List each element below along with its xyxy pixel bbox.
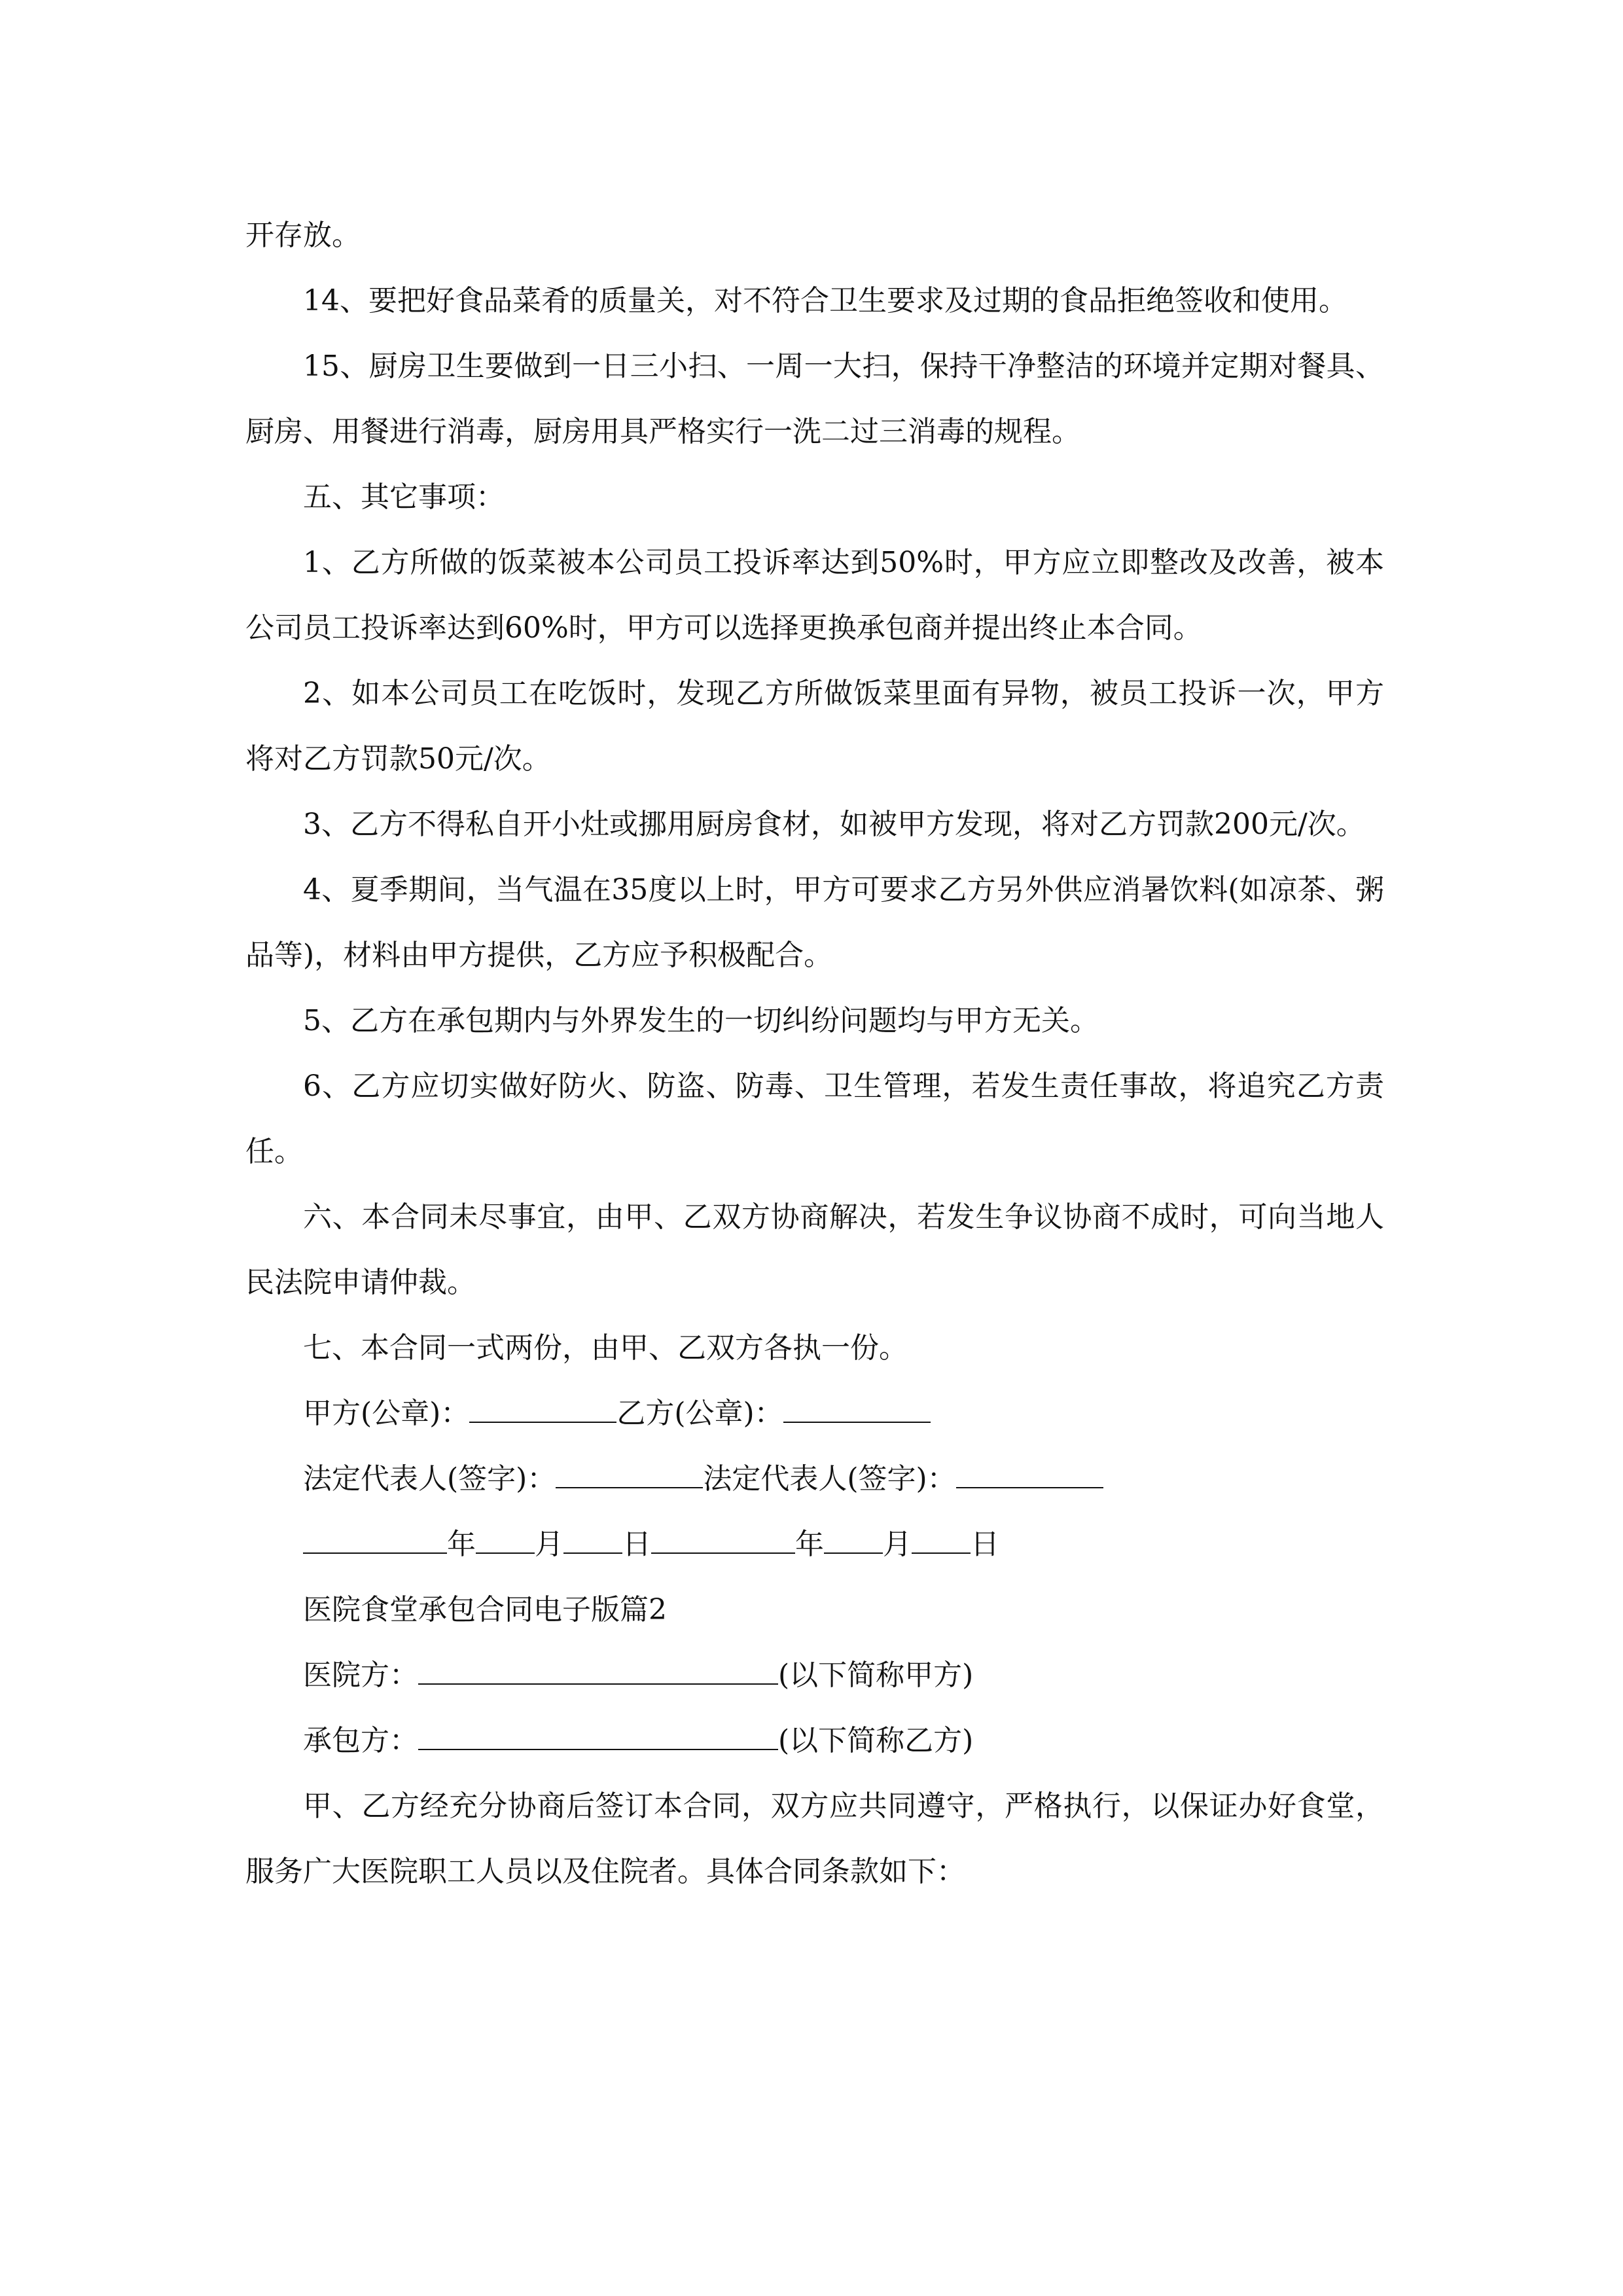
hospital-suffix: (以下简称甲方)	[778, 1659, 974, 1692]
date-b-month-label: 月	[883, 1528, 912, 1561]
hospital-label: 医院方：	[303, 1659, 418, 1692]
party-a-seal-blank[interactable]	[469, 1402, 616, 1423]
legal-rep-a-blank[interactable]	[556, 1467, 703, 1488]
section-title: 医院食堂承包合同电子版篇2	[303, 1593, 667, 1626]
contractor-blank[interactable]	[418, 1729, 778, 1750]
date-a-day-label: 日	[622, 1528, 651, 1561]
hospital-blank[interactable]	[418, 1664, 778, 1685]
section-heading-other-matters: 五、其它事项：	[303, 480, 505, 514]
date-b-month-blank[interactable]	[824, 1533, 883, 1554]
paragraph-clause-14: 14、要把好食品菜肴的质量关，对不符合卫生要求及过期的食品拒绝签收和使用。	[303, 284, 1347, 317]
paragraph-section-7: 七、本合同一式两份，由甲、乙双方各执一份。	[303, 1331, 908, 1365]
contract-intro: 甲、乙方经充分协商后签订本合同，双方应共同遵守，严格执行，以保证办好食堂，服务广大医院职工人员以及住院者。具体合同条款如下：	[245, 1789, 1384, 1888]
date-line	[245, 1512, 1384, 1577]
hospital-party-line	[245, 1643, 1384, 1708]
date-b-day-blank[interactable]	[912, 1533, 971, 1554]
date-b-day-label: 日	[971, 1528, 999, 1561]
paragraph-clause-15: 15、厨房卫生要做到一日三小扫、一周一大扫，保持干净整洁的环境并定期对餐具、厨房、用餐进行消毒，厨房用具严格实行一洗二过三消毒的规程。	[245, 350, 1384, 448]
date-a-month-label: 月	[535, 1528, 563, 1561]
date-a-year-label: 年	[447, 1528, 476, 1561]
document-body	[245, 203, 1384, 1905]
paragraph-other-2: 2、如本公司员工在吃饭时，发现乙方所做饭菜里面有异物，被员工投诉一次，甲方将对乙方罚款50元/次。	[245, 677, 1384, 776]
contractor-label: 承包方：	[303, 1724, 418, 1757]
paragraph-continuation: 开存放。	[245, 219, 361, 252]
date-a-year-blank[interactable]	[303, 1533, 447, 1554]
paragraph-other-6: 6、乙方应切实做好防火、防盗、防毒、卫生管理，若发生责任事故，将追究乙方责任。	[245, 1069, 1384, 1168]
legal-rep-b-label: 法定代表人(签字)：	[703, 1462, 956, 1496]
party-b-seal-label: 乙方(公章)：	[616, 1397, 783, 1430]
contractor-suffix: (以下简称乙方)	[778, 1724, 974, 1757]
date-a-month-blank[interactable]	[476, 1533, 535, 1554]
contractor-party-line	[245, 1708, 1384, 1774]
legal-rep-b-blank[interactable]	[956, 1467, 1103, 1488]
paragraph-other-5: 5、乙方在承包期内与外界发生的一切纠纷问题均与甲方无关。	[303, 1004, 1099, 1037]
paragraph-other-4: 4、夏季期间，当气温在35度以上时，甲方可要求乙方另外供应消暑饮料(如凉茶、粥品等)，材料由甲方提供，乙方应予积极配合。	[245, 873, 1384, 972]
paragraph-other-3: 3、乙方不得私自开小灶或挪用厨房食材，如被甲方发现，将对乙方罚款200元/次。	[303, 808, 1365, 841]
legal-rep-a-label: 法定代表人(签字)：	[303, 1462, 556, 1496]
legal-rep-line	[245, 1446, 1384, 1512]
date-a-day-blank[interactable]	[563, 1533, 622, 1554]
party-b-seal-blank[interactable]	[783, 1402, 931, 1423]
paragraph-other-1: 1、乙方所做的饭菜被本公司员工投诉率达到50%时，甲方应立即整改及改善，被本公司员工投诉率达到60%时，甲方可以选择更换承包商并提出终止本合同。	[245, 546, 1384, 645]
date-b-year-blank[interactable]	[651, 1533, 795, 1554]
seal-line	[245, 1381, 1384, 1446]
party-a-seal-label: 甲方(公章)：	[303, 1397, 470, 1430]
paragraph-section-6: 六、本合同未尽事宜，由甲、乙双方协商解决，若发生争议协商不成时，可向当地人民法院申请仲裁。	[245, 1200, 1384, 1299]
date-b-year-label: 年	[795, 1528, 824, 1561]
